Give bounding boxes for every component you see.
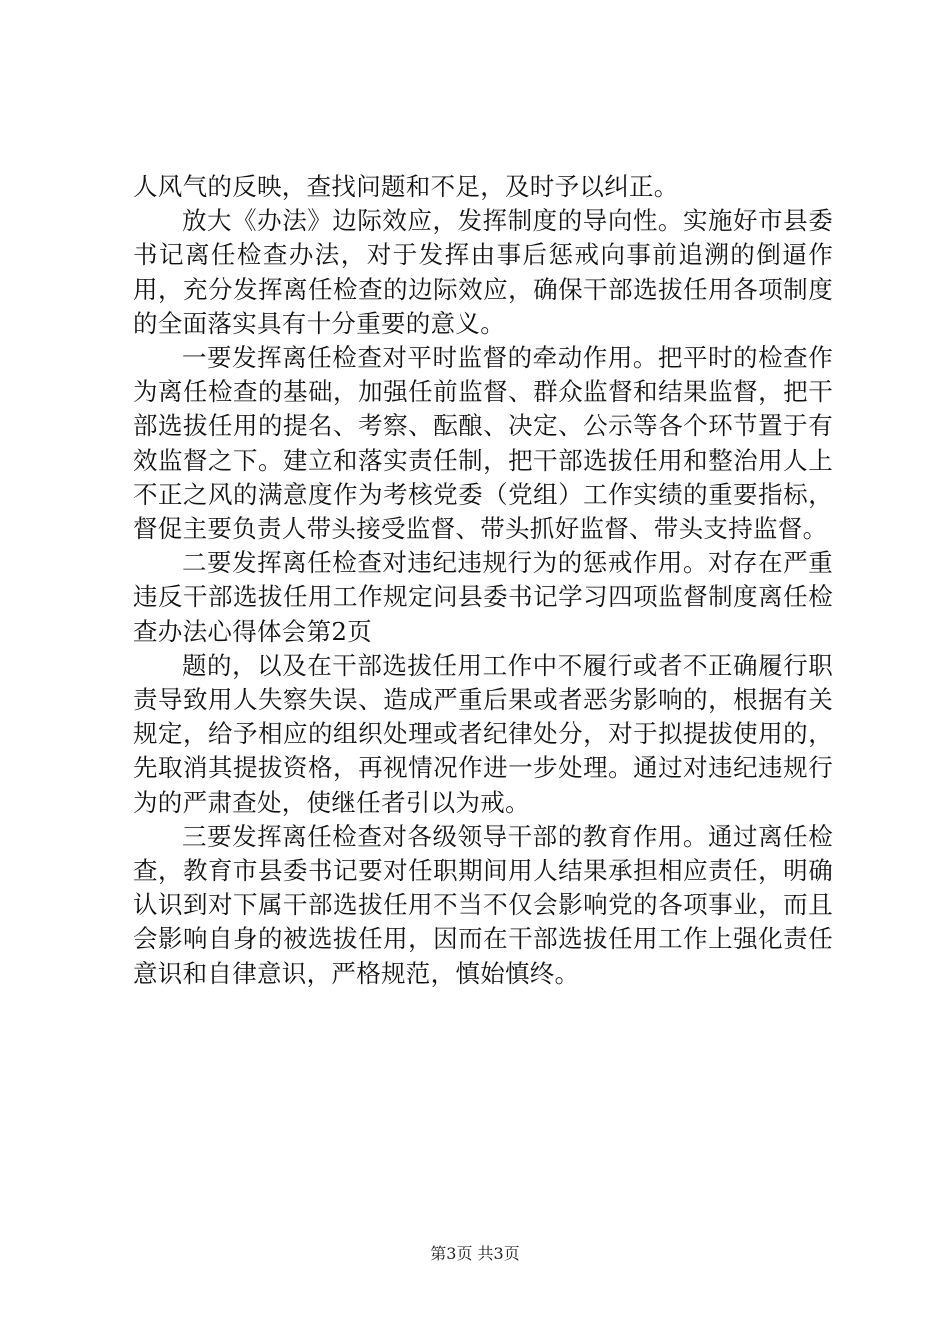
paragraph: 人风气的反映，查找问题和不足，及时予以纠正。 (133, 172, 679, 201)
document-body (133, 170, 833, 991)
paragraph: 三要发挥离任检查对各级领导干部的教育作用。通过离任检查，教育市县委书记要对任职期间用人结果承担相应责任，明确认识到对下属干部选拔任用不当不仅会影响党的各项事业，而且会影响自身的被选拔任用，因而在干部选拔任用工作上强化责任意识和自律意识，严格规范，慎始慎终。 (133, 821, 833, 988)
paragraph: 二要发挥离任检查对违纪违规行为的惩戒作用。对存在严重违反干部选拔任用工作规定问县委书记学习四项监督制度离任检查办法心得体会第2页 (133, 548, 833, 646)
paragraph: 一要发挥离任检查对平时监督的牵动作用。把平时的检查作为离任检查的基础，加强任前监督、群众监督和结果监督，把干部选拔任用的提名、考察、酝酿、决定、公示等各个环节置于有效监督之下。建立和落实责任制，把干部选拔任用和整治用人上不正之风的满意度作为考核党委（党组）工作实绩的重要指标，督促主要负责人带头接受监督、带头抓好监督、带头支持监督。 (133, 343, 833, 544)
paragraph: 放大《办法》边际效应，发挥制度的导向性。实施好市县委书记离任检查办法，对于发挥由事后惩戒向事前追溯的倒逼作用，充分发挥离任检查的边际效应，确保干部选拔任用各项制度的全面落实具有十分重要的意义。 (133, 206, 833, 338)
page-footer: 第3页 共3页 (430, 1244, 520, 1263)
paragraph: 题的，以及在干部选拔任用工作中不履行或者不正确履行职责导致用人失察失误、造成严重后果或者恶劣影响的，根据有关规定，给予相应的组织处理或者纪律处分，对于拟提拔使用的，先取消其提拔资格，再视情况作进一步处理。通过对违纪违规行为的严肃查处，使继任者引以为戒。 (133, 650, 833, 817)
